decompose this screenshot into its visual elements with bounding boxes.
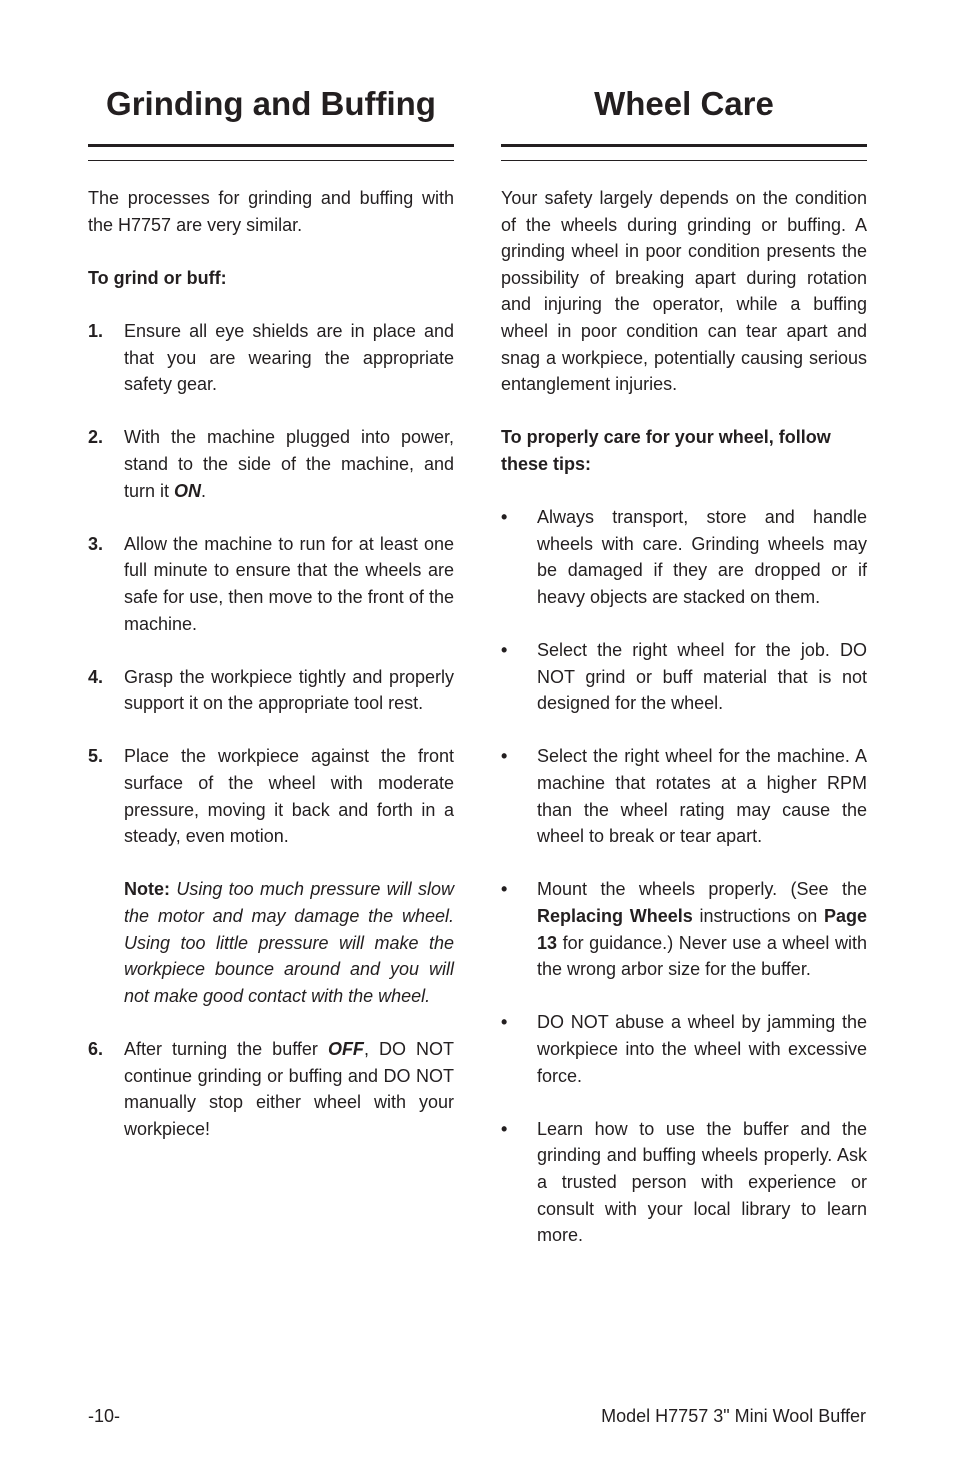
step-3 bbox=[88, 531, 454, 637]
title-rule bbox=[501, 144, 867, 147]
tip-text: Select the right wheel for the machine. A machine that rotates at a higher RPM than the wheel rating may cause the wheel to break or tear apart. bbox=[537, 746, 867, 847]
tip-text: Select the right wheel for the job. DO NOT grind or buff material that is not designed for the wheel. bbox=[537, 640, 867, 714]
tip-text: Always transport, store and handle wheels with care. Grinding wheels may be damaged if they are dropped or if heavy objects are stacked on them. bbox=[537, 507, 867, 607]
step-2 bbox=[88, 424, 454, 504]
tip-text: for guidance.) Never use a wheel with the wrong arbor size for the buffer. bbox=[537, 932, 867, 980]
section-title-wheel-care: Wheel Care bbox=[594, 85, 774, 122]
bullet-icon: • bbox=[501, 1012, 508, 1033]
step-text-end: , DO NOT continue grinding or buffing and DO NOT manually stop either wheel with your workpiece! bbox=[124, 1039, 455, 1139]
model-footer: Model H7757 3" Mini Wool Buffer bbox=[601, 1406, 866, 1426]
step-number: 2. bbox=[88, 427, 104, 448]
tip-5 bbox=[501, 1009, 867, 1089]
step-text: Ensure all eye shields are in place and that you are wearing the appropriate safety gear. bbox=[124, 320, 454, 395]
tip-4 bbox=[501, 876, 867, 982]
tip-text: Learn how to use the buffer and the grinding and buffing wheels properly. Ask a trusted person with experience or consult with your local library to learn more. bbox=[537, 1118, 867, 1246]
step-number: 5. bbox=[88, 746, 104, 767]
step-text: Allow the machine to run for at least one full minute to ensure that the wheels are safe for use, then move to the front of the machine. bbox=[124, 533, 454, 634]
subheading: To properly care for your wheel, follow these tips: bbox=[501, 427, 831, 474]
intro-paragraph: The processes for grinding and buffing with the H7757 are very similar. bbox=[88, 188, 454, 235]
off-emphasis: OFF bbox=[327, 1039, 364, 1059]
step-text: With the machine plugged into power, stand to the side of the machine, and turn it bbox=[124, 427, 454, 501]
step-text: Place the workpiece against the front surface of the wheel with moderate pressure, moving it back and forth in a steady, even motion. bbox=[124, 746, 454, 847]
page-ref: Page 13 bbox=[537, 906, 868, 953]
on-emphasis: ON bbox=[174, 480, 202, 501]
step-4 bbox=[88, 664, 454, 717]
bullet-icon: • bbox=[501, 746, 508, 767]
step-number: 1. bbox=[88, 320, 104, 341]
step-6 bbox=[88, 1036, 454, 1142]
bullet-icon: • bbox=[501, 1118, 508, 1139]
note bbox=[88, 876, 454, 1009]
tip-6 bbox=[501, 1116, 867, 1249]
tip-text: Mount the wheels properly. (See the bbox=[537, 879, 867, 900]
wheel-care-body bbox=[501, 185, 867, 1249]
step-number: 6. bbox=[88, 1039, 104, 1059]
step-text: After turning the buffer bbox=[124, 1039, 328, 1059]
note-label: Note: bbox=[124, 879, 170, 900]
title-rule bbox=[88, 144, 454, 147]
section-title-grinding: Grinding and Buffing bbox=[106, 85, 436, 122]
bullet-icon: • bbox=[501, 640, 508, 661]
page-number: -10- bbox=[88, 1406, 121, 1426]
step-1 bbox=[88, 318, 454, 398]
bullet-icon: • bbox=[501, 507, 508, 528]
bullet-icon: • bbox=[501, 879, 508, 900]
step-number: 3. bbox=[88, 533, 104, 554]
tip-1 bbox=[501, 504, 867, 610]
step-text-end: . bbox=[201, 480, 207, 501]
replacing-wheels-ref: Replacing Wheels bbox=[537, 906, 693, 927]
step-text: Grasp the workpiece tightly and properly support it on the appropriate tool rest. bbox=[124, 666, 454, 714]
tip-3 bbox=[501, 743, 867, 849]
tip-text: DO NOT abuse a wheel by jamming the workpiece into the wheel with excessive force. bbox=[537, 1012, 867, 1086]
step-number: 4. bbox=[88, 666, 104, 687]
subheading: To grind or buff: bbox=[88, 267, 227, 288]
grinding-body bbox=[88, 185, 454, 1142]
tip-text: instructions on bbox=[692, 906, 824, 927]
title-rule-thin bbox=[88, 160, 454, 161]
intro-paragraph: Your safety largely depends on the condition of the wheels during grinding or buffing. A grinding wheel in poor condition presents the possibility of breaking apart during rotation and injuring the operator, while a buffing wheel in poor condition can tear apart and snag a workpiece, potentially causing serious entanglement injuries. bbox=[501, 188, 867, 395]
tip-2 bbox=[501, 637, 867, 717]
title-rule-thin bbox=[501, 160, 867, 161]
step-5 bbox=[88, 743, 454, 849]
note-text: Using too much pressure will slow the motor and may damage the wheel. Using too little pressure will make the workpiece bounce around and you will not make good contact with the wheel. bbox=[124, 879, 454, 1006]
